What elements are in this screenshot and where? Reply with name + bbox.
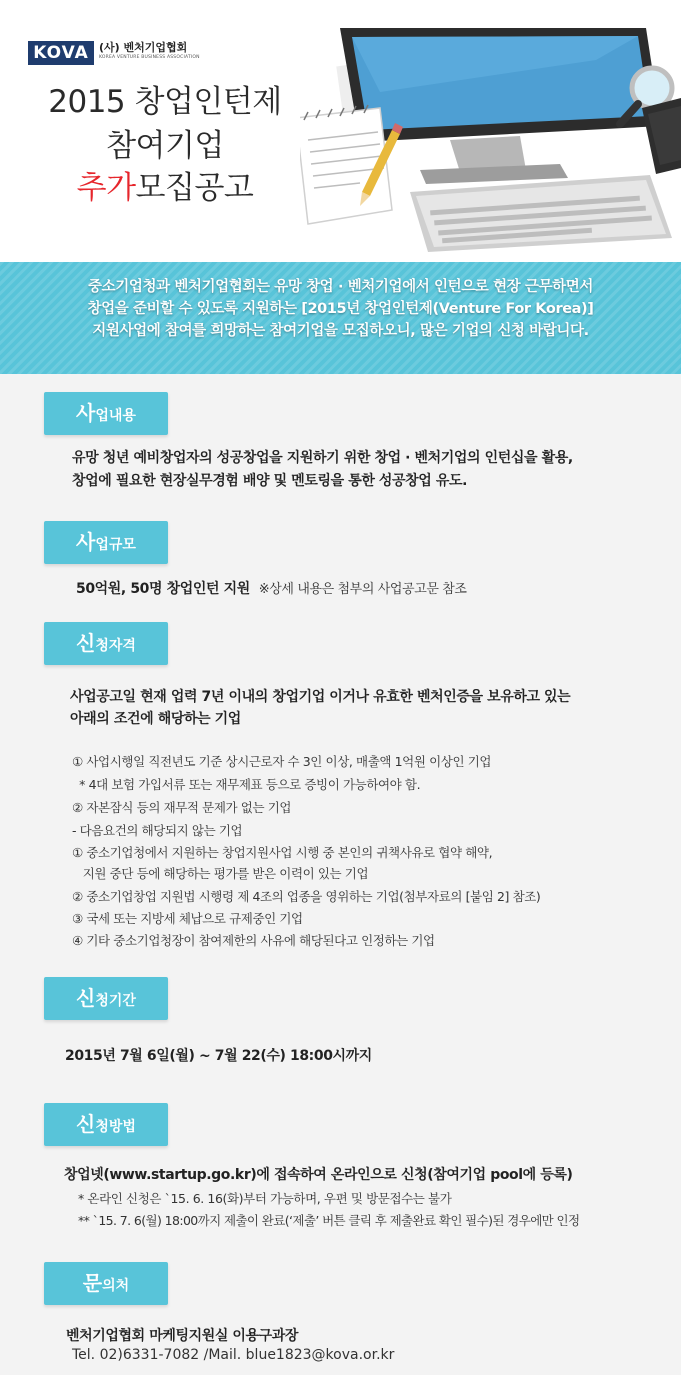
title-line-3 — [0, 168, 330, 208]
eligibility-item: ② 자본잠식 등의 재무적 문제가 없는 기업 — [72, 800, 292, 815]
eligibility-item: ③ 국세 또는 지방세 체납으로 규제중인 기업 — [72, 911, 303, 926]
contact-info: Tel. 02)6331-7082 /Mail. blue1823@kova.or.kr — [72, 1347, 395, 1363]
eligibility-item: ① 중소기업청에서 지원하는 창업지원사업 시행 중 본인의 귀책사유로 협약 해약, — [72, 845, 493, 860]
tag-eligibility: 신청자격 — [44, 622, 168, 665]
tag-application-period: 신청기간 — [44, 977, 168, 1020]
hero-header — [0, 0, 681, 262]
application-method-text: 창업넷(www.startup.go.kr)에 접속하여 온라인으로 신청(참여기업 pool에 등록) — [64, 1167, 573, 1183]
title-line-1: 2015 창업인턴제 — [48, 84, 282, 120]
intro-line-1: 중소기업청과 벤처기업협회는 유망 창업 · 벤처기업에서 인턴으로 현장 근무하면서 — [88, 279, 593, 295]
phone-icon — [642, 98, 681, 174]
eligibility-item: ① 사업시행일 직전년도 기준 상시근로자 수 3인 이상, 매출액 1억원 이상인 기업 — [72, 754, 492, 769]
eligibility-item: ④ 기타 중소기업청장이 참여제한의 사유에 해당된다고 인정하는 기업 — [72, 933, 435, 948]
tag-application-method: 신청방법 — [44, 1103, 168, 1146]
title-highlight: 추가 — [76, 170, 136, 206]
contact-name: 벤처기업협회 마케팅지원실 이용구과장 — [66, 1328, 299, 1344]
desk-illustration — [300, 0, 681, 262]
eligibility-item: * 4대 보험 가입서류 또는 재무제표 등으로 증빙이 가능하여야 함. — [72, 777, 421, 792]
monitor-icon — [340, 28, 661, 184]
eligibility-line-1: 사업공고일 현재 업력 7년 이내의 창업기업 이거나 유효한 벤처인증을 보유하고 있는 — [70, 689, 571, 705]
business-scale-note: ※상세 내용은 첨부의 사업공고문 참조 — [258, 582, 467, 597]
intro-banner — [0, 262, 681, 374]
intro-line-2: 창업을 준비할 수 있도록 지원하는 [2015년 창업인턴제(Venture For Korea)] — [87, 301, 594, 317]
title-line-3-rest: 모집공고 — [135, 170, 254, 206]
business-content-line-2: 창업에 필요한 현장실무경험 배양 및 멘토링을 통한 성공창업 유도. — [72, 473, 468, 489]
application-method-note-1: * 온라인 신청은 `15. 6. 16(화)부터 가능하며, 우편 및 방문접수는 불가 — [78, 1191, 452, 1206]
tag-contact: 문의처 — [44, 1262, 168, 1305]
logo-korean-name: (사) 벤처기업협회 — [99, 41, 188, 54]
kova-logo — [28, 41, 200, 65]
application-period-text: 2015년 7월 6일(월) ~ 7월 22(수) 18:00시까지 — [65, 1048, 372, 1064]
logo-mark: KOVA — [28, 41, 94, 65]
eligibility-line-2: 아래의 조건에 해당하는 기업 — [70, 711, 241, 727]
business-scale-text: 50억원, 50명 창업인턴 지원 ※상세 내용은 첨부의 사업공고문 참조 — [76, 581, 467, 597]
eligibility-item: ② 중소기업창업 지원법 시행령 제 4조의 업종을 영위하는 기업(첨부자료의 [붙임 2] 참조) — [72, 889, 541, 904]
title-line-2: 참여기업 — [106, 128, 224, 164]
application-method-note-2: ** `15. 7. 6(월) 18:00까지 제출이 완료(‘제출’ 버튼 클릭 후 제출완료 확인 필수)된 경우에만 인정 — [78, 1213, 580, 1228]
eligibility-item: 지원 중단 등에 해당하는 평가를 받은 이력이 있는 기업 — [72, 866, 369, 881]
keyboard-icon — [410, 175, 672, 252]
intro-line-3: 지원사업에 참여를 희망하는 참여기업을 모집하오니, 많은 기업의 신청 바랍니다. — [92, 323, 589, 339]
business-content-line-1: 유망 청년 예비창업자의 성공창업을 지원하기 위한 창업 · 벤처기업의 인턴십을 활용, — [72, 450, 573, 466]
logo-english-name: KOREA VENTURE BUSINESS ASSOCIATION — [99, 55, 200, 60]
tag-business-scale: 사업규모 — [44, 521, 168, 564]
eligibility-item: - 다음요건의 해당되지 않는 기업 — [72, 823, 243, 838]
tag-business-content: 사업내용 — [44, 392, 168, 435]
